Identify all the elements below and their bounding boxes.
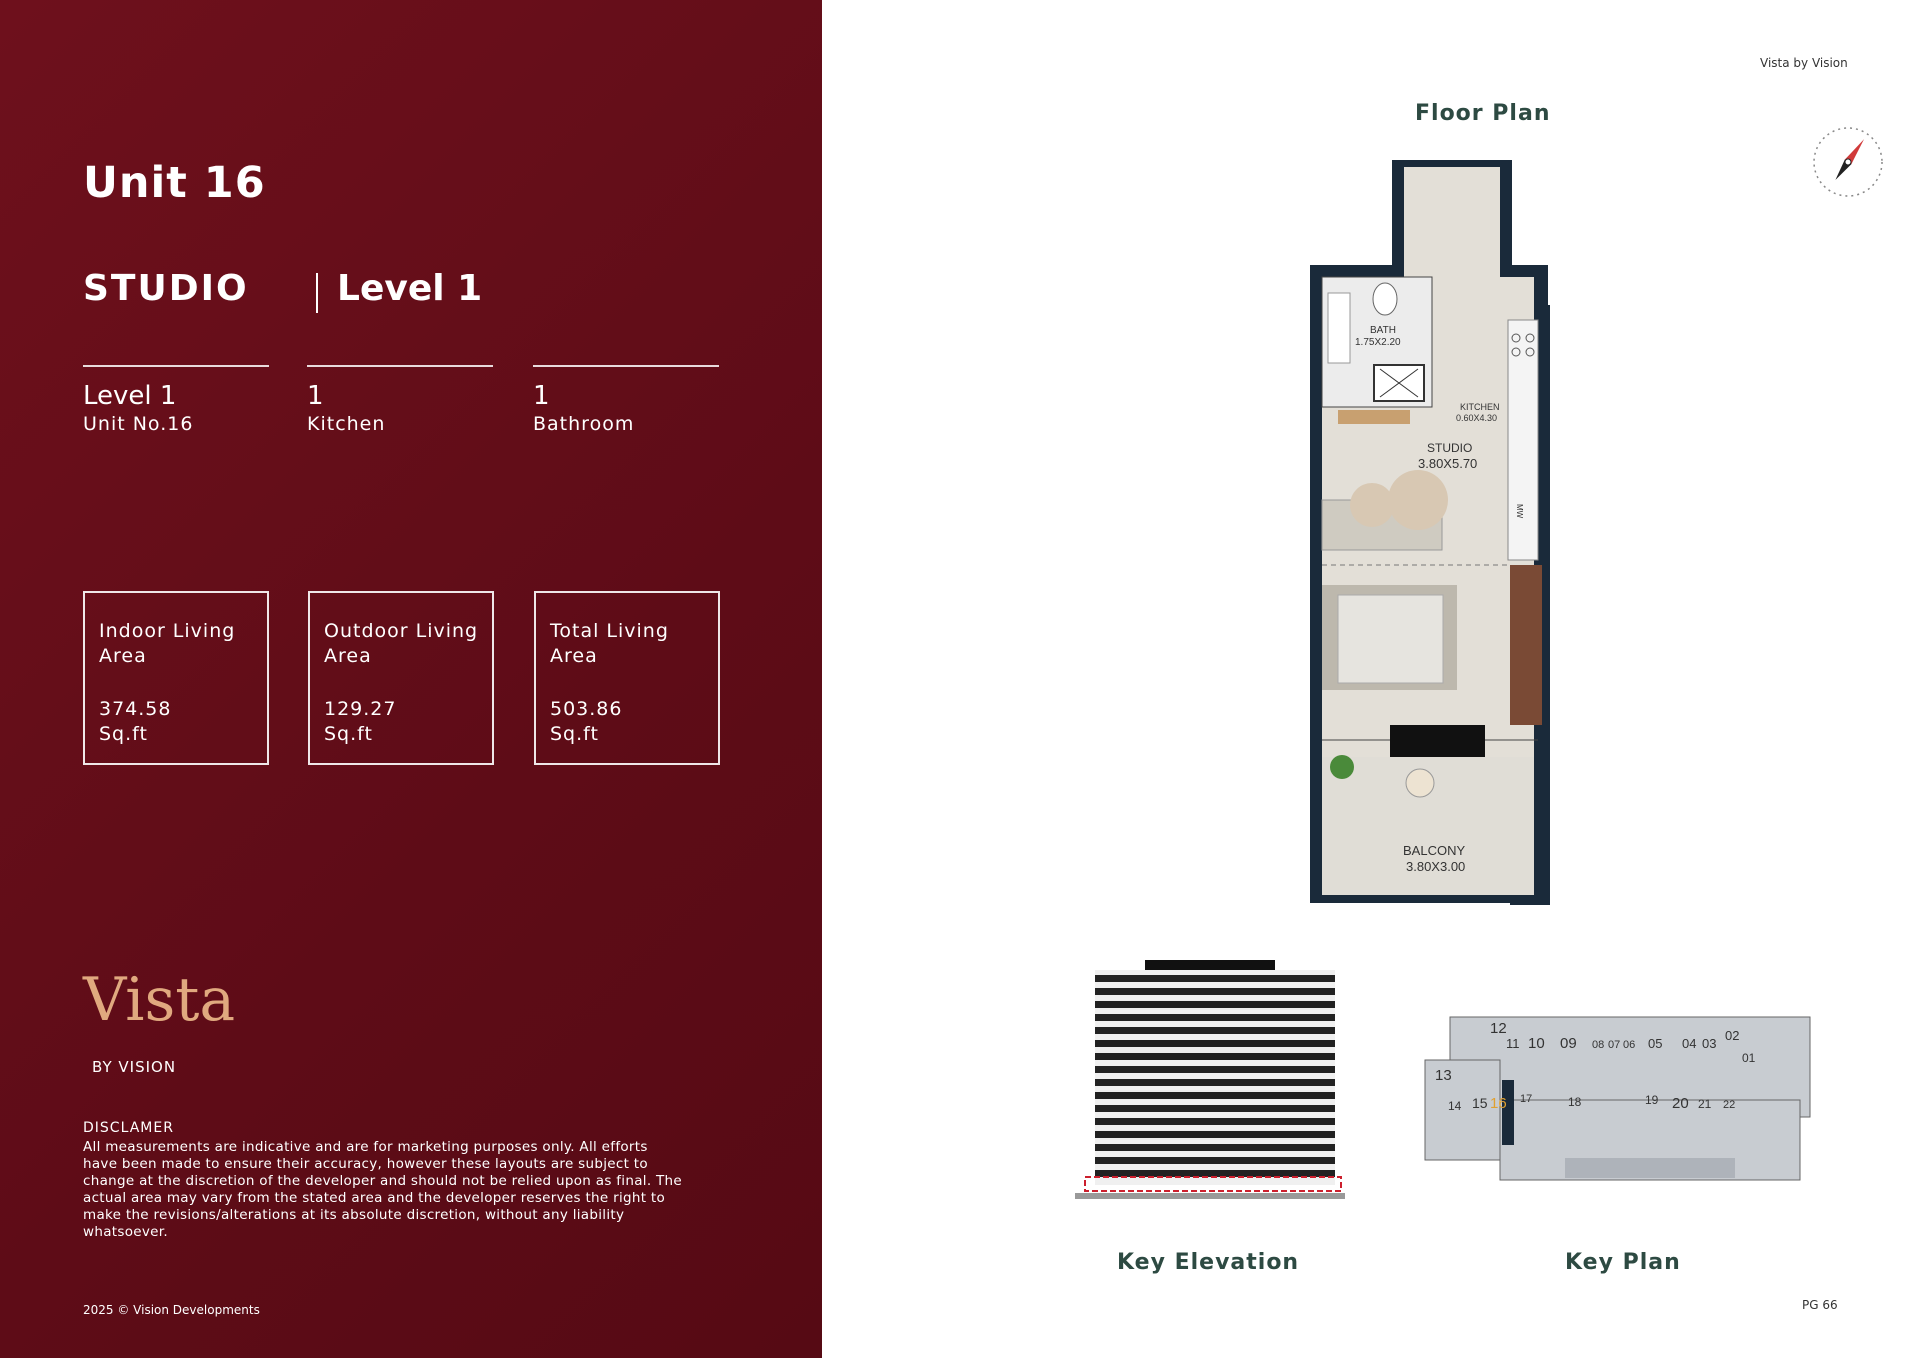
key-plan-unit-label: 14 bbox=[1448, 1099, 1462, 1113]
mw-label: MW bbox=[1515, 504, 1524, 519]
divider bbox=[316, 273, 318, 313]
page-number: PG 66 bbox=[1802, 1298, 1838, 1312]
key-plan-unit-label: 10 bbox=[1528, 1035, 1545, 1052]
key-elevation-drawing bbox=[1060, 955, 1360, 1215]
key-plan-unit-label: 03 bbox=[1702, 1036, 1717, 1051]
stat-kitchen bbox=[307, 365, 493, 435]
disclaimer-title: DISCLAMER bbox=[83, 1120, 174, 1136]
brand-header bbox=[1760, 56, 1900, 70]
key-plan-unit-label: 18 bbox=[1568, 1095, 1582, 1109]
unit-level: Level 1 bbox=[337, 268, 483, 309]
copyright: 2025 © Vision Developments bbox=[83, 1303, 260, 1317]
key-plan-unit-label: 22 bbox=[1723, 1099, 1736, 1111]
key-plan-unit-label: 16 bbox=[1490, 1095, 1507, 1112]
balcony-label: BALCONY bbox=[1403, 843, 1466, 858]
key-plan-unit-label: 21 bbox=[1698, 1097, 1712, 1111]
key-plan-unit-label: 13 bbox=[1435, 1067, 1452, 1084]
brand-text: Vista by Vision bbox=[1760, 56, 1848, 70]
area-value: 503.86 Sq.ft bbox=[550, 698, 623, 745]
stat-label: Bathroom bbox=[533, 413, 635, 435]
elevation-floor bbox=[1095, 1079, 1335, 1086]
disclaimer-text: All measurements are indicative and are for marketing purposes only. All efforts have been made to ensure their accuracy, however these layouts are subject to change at the discretion of the developer and should not be relied upon as final. The actual area may vary from the stated area and the developer reserves the right to make the revisions/alterations at its absolute discretion, without any liability whatsoever. bbox=[83, 1139, 683, 1240]
stat-value: Level 1 bbox=[83, 381, 177, 411]
elevation-floor bbox=[1095, 1014, 1335, 1021]
key-plan-title: Key Plan bbox=[1565, 1250, 1681, 1275]
key-plan-unit-label: 15 bbox=[1472, 1095, 1488, 1111]
kitchen-label: KITCHEN bbox=[1460, 402, 1500, 412]
stat-label: Unit No.16 bbox=[83, 413, 194, 435]
floor-plan-drawing bbox=[1300, 155, 1560, 915]
bath-label: BATH bbox=[1370, 325, 1396, 336]
elevation-floor bbox=[1095, 1092, 1335, 1099]
elevation-floor bbox=[1095, 1170, 1335, 1177]
key-plan-unit-label: 04 bbox=[1682, 1036, 1697, 1051]
key-plan-unit-label: 09 bbox=[1560, 1035, 1577, 1052]
key-plan-unit-label: 05 bbox=[1648, 1036, 1663, 1051]
area-label: Outdoor Living Area bbox=[324, 620, 479, 667]
elevation-floor bbox=[1095, 1118, 1335, 1125]
key-plan-unit-label: 07 bbox=[1608, 1039, 1621, 1051]
stat-value: 1 bbox=[307, 381, 324, 411]
area-value: 374.58 Sq.ft bbox=[99, 698, 172, 745]
elevation-floor bbox=[1095, 1066, 1335, 1073]
key-elevation-title: Key Elevation bbox=[1117, 1250, 1300, 1275]
total-area-box bbox=[534, 591, 720, 765]
elevation-floor bbox=[1095, 1144, 1335, 1151]
bath-dimension: 1.75X2.20 bbox=[1355, 337, 1401, 348]
elevation-floor bbox=[1095, 1001, 1335, 1008]
stat-bathroom bbox=[533, 365, 719, 435]
key-plan-unit-label: 08 bbox=[1592, 1039, 1605, 1051]
key-plan-unit-label: 19 bbox=[1645, 1093, 1659, 1107]
key-plan-unit-label: 02 bbox=[1725, 1028, 1740, 1043]
key-plan-unit-label: 12 bbox=[1490, 1020, 1507, 1037]
elevation-floor bbox=[1095, 1040, 1335, 1047]
elevation-floor bbox=[1095, 1027, 1335, 1034]
unit-type: STUDIO bbox=[83, 268, 249, 309]
area-label: Total Living Area bbox=[550, 620, 669, 667]
info-panel bbox=[0, 0, 822, 1358]
key-plan-unit-label: 11 bbox=[1506, 1036, 1520, 1051]
floor-plan-title: Floor Plan bbox=[1415, 101, 1551, 126]
area-value: 129.27 Sq.ft bbox=[324, 698, 397, 745]
studio-dimension: 3.80X5.70 bbox=[1418, 456, 1478, 471]
studio-label: STUDIO bbox=[1427, 441, 1473, 455]
unit-title: Unit 16 bbox=[83, 158, 266, 208]
key-plan-unit-label: 20 bbox=[1672, 1095, 1689, 1112]
compass-icon bbox=[1808, 122, 1888, 202]
key-plan-drawing bbox=[1420, 1010, 1820, 1190]
elevation-floor bbox=[1095, 1131, 1335, 1138]
stat-value: 1 bbox=[533, 381, 550, 411]
key-plan-unit-label: 06 bbox=[1623, 1039, 1636, 1051]
logo-tagline: BY VISION bbox=[92, 1058, 177, 1076]
kitchen-dimension: 0.60X4.30 bbox=[1456, 413, 1498, 423]
elevation-floor bbox=[1095, 1157, 1335, 1164]
vista-logo: Vista bbox=[83, 965, 236, 1035]
key-plan-unit-label: 17 bbox=[1520, 1093, 1533, 1105]
elevation-floor bbox=[1095, 975, 1335, 982]
elevation-floor bbox=[1095, 988, 1335, 995]
indoor-area-box bbox=[83, 591, 269, 765]
area-label: Indoor Living Area bbox=[99, 620, 236, 667]
stat-level bbox=[83, 365, 269, 435]
elevation-floor bbox=[1095, 1053, 1335, 1060]
stat-label: Kitchen bbox=[307, 413, 386, 435]
balcony-dimension: 3.80X3.00 bbox=[1406, 859, 1466, 874]
elevation-floor bbox=[1095, 1105, 1335, 1112]
outdoor-area-box bbox=[308, 591, 494, 765]
key-plan-unit-label: 01 bbox=[1742, 1051, 1756, 1065]
